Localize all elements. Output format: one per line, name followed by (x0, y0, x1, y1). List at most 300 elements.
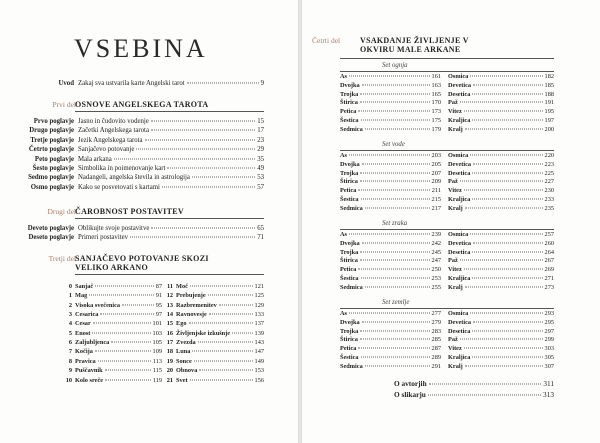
chapter-label: Peto poglavje (34, 155, 74, 163)
set-rule (340, 71, 554, 72)
page-number: 311 (543, 379, 554, 388)
toc-row-chapter (6, 137, 264, 145)
minor-arcana-row (448, 82, 554, 89)
page-number: 65 (257, 225, 264, 232)
minor-arcana-row (340, 354, 441, 361)
dot-leader (365, 207, 430, 208)
card-number: 15 (166, 320, 173, 328)
card-name: Dvojka (340, 239, 360, 247)
minor-arcana-row (340, 275, 441, 282)
part-1-rule (75, 111, 264, 112)
major-arcana-row (62, 292, 162, 299)
card-name: Visoka svečenica (75, 301, 121, 309)
dot-leader (189, 323, 253, 324)
dot-leader (465, 128, 543, 129)
minor-arcana-row (340, 336, 441, 343)
dot-leader (360, 172, 429, 173)
part-3-title: SANJAČEVO POTOVANJE SKOZI (75, 254, 209, 263)
chapter-title: Primeri postavitev (78, 234, 129, 242)
minor-arcana-row (448, 170, 554, 177)
card-number: 11 (167, 283, 173, 290)
page-number: 170 (431, 99, 441, 107)
card-number: 1 (68, 292, 72, 300)
minor-arcana-row (448, 266, 554, 273)
dot-leader (136, 149, 255, 150)
card-name: Osmica (448, 310, 469, 317)
page-number: 195 (544, 108, 554, 116)
page-number: 175 (431, 117, 441, 124)
dot-leader (429, 384, 542, 385)
dot-leader (192, 351, 252, 352)
set-rule (340, 150, 554, 151)
page-number: 87 (155, 283, 162, 290)
chapter-title: Oblikujte svoje postavitve (78, 225, 150, 232)
minor-arcana-row (448, 284, 554, 291)
card-number: 7 (68, 348, 72, 356)
card-name: Kraljica (448, 196, 471, 203)
card-name: Sedmica (340, 283, 363, 291)
part-4-rule (340, 58, 554, 59)
card-name: Pravica (75, 357, 96, 365)
chapter-label: Osmo poglavje (30, 183, 74, 191)
minor-arcana-row (340, 117, 441, 124)
dot-leader (473, 84, 542, 85)
card-name: Štirica (340, 99, 358, 107)
minor-arcana-row (340, 73, 441, 80)
major-arcana-row (163, 311, 264, 318)
dot-leader (465, 365, 543, 366)
card-name: Kraljica (448, 275, 471, 282)
page-number: 71 (257, 234, 264, 242)
card-name: Petica (340, 345, 357, 353)
page-number: 29 (257, 146, 264, 154)
page-number: 9 (260, 80, 264, 87)
toc-row-chapter (6, 184, 264, 192)
part-2-title: ČAROBNOST POSTAVITEV (75, 207, 184, 216)
dot-leader (362, 84, 430, 85)
dot-leader (360, 102, 430, 103)
page-number: 185 (544, 81, 554, 89)
major-arcana-row (163, 348, 264, 355)
dot-leader (105, 370, 151, 371)
chapter-label: Tretje poglavje (30, 136, 74, 144)
card-name: Zvezda (176, 339, 196, 347)
dot-leader (192, 177, 255, 178)
page-number: 191 (544, 99, 554, 107)
card-name: Štirica (340, 336, 358, 344)
card-name: Devetica (448, 160, 472, 168)
card-name: Paž (448, 257, 458, 265)
card-number: 8 (68, 357, 72, 365)
set-name: Set zemlje (382, 299, 410, 306)
left-page (0, 0, 298, 443)
major-arcana-row (62, 302, 162, 309)
minor-arcana-row (448, 363, 554, 370)
minor-arcana-row (448, 231, 554, 238)
chapter-label: Drugo poglavje (29, 127, 74, 135)
minor-arcana-row (448, 161, 554, 168)
dot-leader (472, 120, 542, 121)
major-arcana-row (163, 367, 264, 374)
card-name: Paž (448, 336, 458, 344)
card-name: Obnova (176, 367, 198, 375)
page-number: 307 (544, 362, 554, 370)
card-name: Petica (340, 187, 357, 195)
dot-leader (362, 242, 430, 243)
major-arcana-row (62, 330, 162, 337)
dot-leader (470, 234, 542, 235)
part-3-label: Tretji del (48, 254, 76, 263)
part-4-title: VSAKDANJE ŽIVLJENJE V (360, 36, 469, 45)
page-number: 257 (544, 231, 554, 238)
toc-row-uvod (6, 80, 264, 88)
minor-arcana-row (340, 257, 441, 264)
minor-arcana-row (448, 196, 554, 203)
minor-arcana-row (448, 249, 554, 256)
card-name: Dvojka (340, 160, 360, 168)
major-arcana-row (62, 311, 162, 318)
minor-arcana-row (340, 187, 441, 194)
part-4-label: Četrti del (312, 36, 341, 45)
minor-arcana-row (340, 284, 441, 291)
toc-row-chapter (6, 118, 264, 126)
chapter-title: Začetki Angelskega tarota (78, 127, 149, 135)
card-number: 9 (68, 367, 72, 375)
chapter-title: Simbolika in poimenovanje kart (78, 165, 166, 172)
page-number: 161 (431, 73, 441, 80)
chapter-label: Deveto poglavje (27, 225, 74, 232)
page-number: 235 (544, 204, 554, 212)
card-name: Cesar (75, 320, 91, 328)
card-name: Štirica (340, 257, 358, 265)
card-number: 2 (68, 301, 72, 309)
page-number: 247 (431, 257, 441, 265)
dot-leader (361, 120, 430, 121)
dot-leader (472, 199, 542, 200)
page-number: 253 (431, 275, 441, 282)
major-arcana-row (163, 302, 264, 309)
page-number: 283 (431, 327, 441, 335)
card-number: 21 (166, 376, 173, 384)
page-number: 57 (257, 183, 264, 191)
dot-leader (95, 351, 151, 352)
page-number: 209 (431, 178, 441, 186)
card-name: Kralj (448, 125, 463, 133)
page-number: 15 (257, 118, 264, 125)
page-number: 295 (544, 318, 554, 326)
card-number: 14 (166, 311, 173, 319)
page-number: 297 (544, 327, 554, 335)
toc-row-chapter (6, 156, 264, 164)
page-number: 95 (155, 301, 162, 309)
page-number: 173 (431, 108, 441, 116)
page-number: 200 (544, 125, 554, 133)
major-arcana-row (163, 283, 264, 290)
set-name: Set ognja (382, 62, 408, 69)
dot-leader (358, 190, 429, 191)
card-name: Desetica (448, 90, 471, 98)
page-number: 97 (155, 311, 162, 319)
dot-leader (360, 251, 429, 252)
major-arcana-row (163, 330, 264, 337)
page-number: 149 (254, 357, 264, 365)
page-number: 125 (254, 292, 264, 300)
card-name: Sedmica (340, 362, 363, 370)
minor-arcana-row (340, 108, 441, 115)
page-number: 207 (431, 169, 441, 177)
page-number: 188 (544, 90, 554, 98)
card-number: 3 (68, 311, 72, 319)
minor-arcana-row (448, 187, 554, 194)
page-number: 53 (257, 174, 264, 182)
part-3-rule (75, 274, 264, 275)
dot-leader (349, 234, 430, 235)
part-1-title: OSNOVE ANGELSKEGA TAROTA (75, 100, 209, 109)
card-name: Sonce (176, 357, 192, 365)
card-name: Kraljica (448, 354, 471, 361)
dot-leader (95, 286, 154, 287)
minor-arcana-row (448, 152, 554, 159)
page-number: 215 (431, 196, 441, 203)
page-number: 277 (431, 310, 441, 317)
card-name: As (340, 73, 347, 80)
page-number: 115 (152, 367, 162, 375)
card-name: Petica (340, 266, 357, 274)
dot-leader (470, 76, 542, 77)
dot-leader (464, 190, 543, 191)
dot-leader (428, 395, 541, 396)
set-rule (340, 229, 554, 230)
part-2-label: Drugi del (47, 207, 76, 216)
page-number: 103 (152, 329, 162, 337)
dot-leader (472, 357, 542, 358)
page-number: 225 (544, 169, 554, 177)
card-name: Petica (340, 108, 357, 116)
minor-arcana-row (340, 178, 441, 185)
minor-arcana-row (340, 328, 441, 335)
toc-row-chapter (6, 234, 264, 242)
major-arcana-row (62, 367, 162, 374)
dot-leader (151, 121, 255, 122)
page-number: 223 (544, 160, 554, 168)
card-name: Devetica (448, 81, 472, 89)
dot-leader (365, 128, 430, 129)
card-name: Dvojka (340, 81, 360, 89)
dot-leader (93, 323, 151, 324)
page-number: 220 (544, 152, 554, 159)
card-number: 13 (166, 301, 173, 309)
page-number: 165 (431, 90, 441, 98)
dot-leader (167, 168, 255, 169)
minor-arcana-row (448, 345, 554, 352)
dot-leader (473, 242, 542, 243)
card-name: Devetica (448, 318, 472, 326)
dot-leader (98, 360, 151, 361)
card-name: Kolo sreče (75, 376, 104, 384)
dot-leader (349, 76, 430, 77)
minor-arcana-row (448, 328, 554, 335)
card-name: Kraljica (448, 117, 471, 124)
chapter-title: Sanjačevo potovanje (78, 146, 135, 154)
dot-leader (460, 102, 543, 103)
card-name: Sedmica (340, 204, 363, 212)
dot-leader (472, 172, 542, 173)
card-name: Življenjske izkušnje (176, 329, 231, 337)
page-number: 121 (254, 283, 264, 290)
dot-leader (151, 228, 255, 229)
part-3-title: VELIKO ARKANO (75, 263, 149, 272)
card-name: Ravnovesje (176, 311, 207, 319)
minor-arcana-row (448, 336, 554, 343)
card-number: 0 (68, 283, 72, 290)
dot-leader (473, 321, 542, 322)
toc-row-chapter (6, 225, 264, 233)
minor-arcana-row (340, 240, 441, 247)
page-number: 129 (254, 301, 264, 309)
dot-leader (358, 348, 429, 349)
minor-arcana-row (340, 363, 441, 370)
page-number: 289 (431, 354, 441, 361)
page-number: 179 (431, 125, 441, 133)
dot-leader (194, 360, 253, 361)
dot-leader (130, 237, 255, 238)
chapter-title: Kako se posvetovati s kartami (78, 183, 160, 191)
page-number: 239 (431, 231, 441, 238)
card-name: Vitez (448, 266, 462, 274)
card-number: 20 (166, 367, 173, 375)
page-number: 137 (254, 320, 264, 328)
dot-leader (199, 370, 252, 371)
page-number: 17 (257, 127, 264, 135)
card-name: Sedmica (340, 125, 363, 133)
dot-leader (365, 365, 430, 366)
card-name: Šestica (340, 117, 359, 124)
card-number: 16 (166, 329, 173, 337)
card-name: Štirica (340, 178, 358, 186)
dot-leader (162, 186, 255, 187)
page-number: 299 (544, 336, 554, 344)
card-name: Desetica (448, 248, 471, 256)
page-number: 163 (431, 81, 441, 89)
minor-arcana-row (448, 126, 554, 133)
card-name: Mag (75, 292, 88, 300)
dot-leader (472, 278, 542, 279)
dot-leader (198, 342, 253, 343)
page-number: 153 (254, 367, 264, 375)
minor-arcana-row (340, 126, 441, 133)
minor-arcana-row (448, 275, 554, 282)
dot-leader (470, 155, 542, 156)
card-name: Vitez (448, 108, 462, 116)
chapter-title: Zakaj sva ustvarila karte Angelski tarot (78, 80, 185, 87)
minor-arcana-row (340, 345, 441, 352)
page-number: 109 (152, 348, 162, 356)
page-number: 101 (152, 320, 162, 328)
page-number: 156 (254, 376, 264, 384)
minor-arcana-row (448, 73, 554, 80)
chapter-label: Sedmo poglavje (28, 174, 74, 182)
minor-arcana-row (448, 108, 554, 115)
page-number: 250 (431, 266, 441, 274)
card-number: 10 (65, 376, 72, 384)
card-name: As (340, 310, 347, 317)
card-name: Moč (176, 283, 188, 290)
page-number: 255 (431, 283, 441, 291)
card-name: Enost (75, 329, 91, 337)
minor-arcana-row (448, 91, 554, 98)
minor-arcana-row (340, 310, 441, 317)
card-name: Osmica (448, 231, 469, 238)
part-1-label: Prvi del (52, 100, 76, 109)
dot-leader (472, 93, 542, 94)
page-number: 271 (544, 275, 554, 282)
set-name: Set vode (382, 141, 405, 148)
minor-arcana-row (340, 266, 441, 273)
page-number: 139 (254, 329, 264, 337)
dot-leader (208, 295, 253, 296)
page-number: 245 (431, 248, 441, 256)
dot-leader (464, 269, 543, 270)
page-title: VSEBINA (74, 34, 208, 63)
dot-leader (472, 251, 542, 252)
toc-row-chapter (6, 174, 264, 182)
minor-arcana-row (340, 196, 441, 203)
dot-leader (187, 83, 259, 84)
dot-leader (360, 330, 429, 331)
major-arcana-row (62, 358, 162, 365)
dot-leader (464, 348, 543, 349)
page-number: 279 (431, 318, 441, 326)
chapter-label: Prvo poglavje (33, 118, 74, 125)
page-number: 303 (544, 345, 554, 353)
end-label: O avtorjih (394, 379, 427, 388)
major-arcana-row (62, 283, 162, 290)
chapter-title: Nadangeli, angelska števila in astrologija (78, 174, 190, 182)
dot-leader (111, 342, 150, 343)
card-number: 12 (166, 292, 173, 300)
chapter-title: Jezik Angelskega tarota (78, 136, 143, 144)
page-number: 273 (544, 283, 554, 291)
card-name: Desetica (448, 169, 471, 177)
card-number: 18 (166, 348, 173, 356)
dot-leader (349, 313, 430, 314)
page-number: 269 (544, 266, 554, 274)
card-name: Vitez (448, 345, 462, 353)
dot-leader (232, 332, 252, 333)
dot-leader (361, 278, 430, 279)
page-number: 23 (257, 136, 264, 144)
part-4-title: OKVIRU MALE ARKANE (360, 45, 461, 54)
page-number: 205 (431, 160, 441, 168)
dot-leader (114, 158, 255, 159)
minor-arcana-row (448, 319, 554, 326)
dot-leader (358, 111, 429, 112)
page-number: 203 (431, 152, 441, 159)
dot-leader (465, 286, 543, 287)
page-number: 147 (254, 348, 264, 356)
right-page (302, 0, 600, 443)
page-number: 105 (152, 339, 162, 347)
toc-row-chapter (6, 146, 264, 154)
minor-arcana-row (340, 170, 441, 177)
major-arcana-row (62, 339, 162, 346)
chapter-label: Četrto poglavje (28, 146, 74, 154)
minor-arcana-row (340, 99, 441, 106)
dot-leader (460, 339, 543, 340)
page-number: 260 (544, 239, 554, 247)
dot-leader (460, 181, 543, 182)
minor-arcana-row (340, 231, 441, 238)
